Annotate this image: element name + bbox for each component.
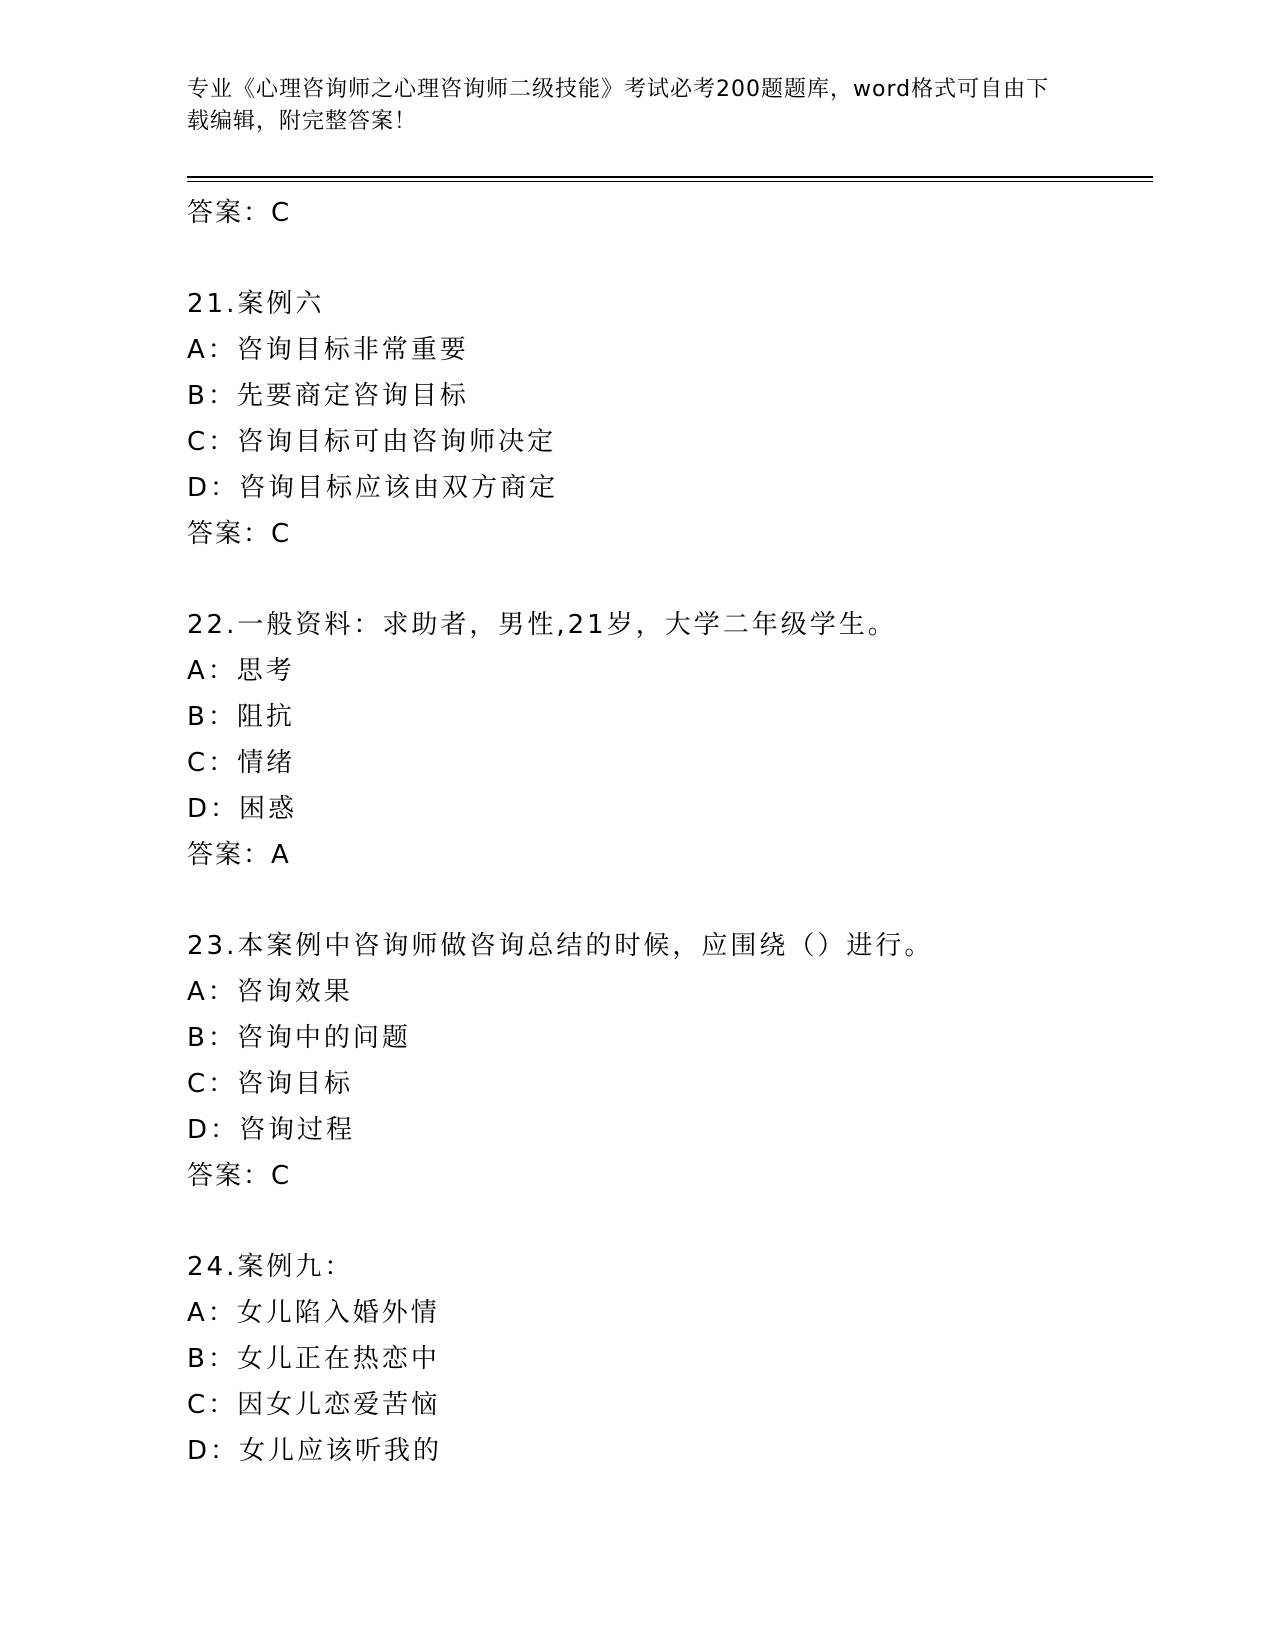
question-stem: 21.案例六: [187, 289, 325, 319]
option-c: C：咨询目标可由咨询师决定: [187, 427, 557, 457]
question-24: [187, 1244, 1147, 1474]
option-c: C：咨询目标: [187, 1069, 354, 1099]
option-a: A：咨询效果: [187, 977, 353, 1007]
answer-line: 答案：C: [187, 1161, 292, 1191]
question-stem: 22.一般资料：求助者，男性,21岁，大学二年级学生。: [187, 610, 897, 640]
option-a: A：咨询目标非常重要: [187, 335, 469, 365]
option-a: A：女儿陷入婚外情: [187, 1298, 440, 1328]
answer-line: 答案：C: [187, 519, 292, 549]
spacer: [187, 878, 1147, 923]
spacer: [187, 236, 1147, 281]
option-b: B：先要商定咨询目标: [187, 381, 469, 411]
option-b: B：女儿正在热恋中: [187, 1344, 440, 1374]
option-d: D：女儿应该听我的: [187, 1436, 443, 1466]
document-header: [187, 74, 1067, 138]
answer-line: 答案：A: [187, 840, 291, 870]
question-21: [187, 281, 1147, 557]
option-d: D：咨询目标应该由双方商定: [187, 473, 559, 503]
question-stem: 24.案例九：: [187, 1252, 354, 1282]
header-divider-thick: [187, 176, 1153, 178]
option-d: D：困惑: [187, 794, 298, 824]
option-a: A：思考: [187, 656, 295, 686]
option-d: D：咨询过程: [187, 1115, 356, 1145]
question-22: [187, 602, 1147, 878]
spacer: [187, 1199, 1147, 1244]
answer-line: 答案：C: [187, 198, 292, 228]
question-23: [187, 923, 1147, 1199]
question-stem: 23.本案例中咨询师做咨询总结的时候，应围绕（）进行。: [187, 931, 934, 961]
spacer: [187, 557, 1147, 602]
option-c: C：因女儿恋爱苦恼: [187, 1390, 441, 1420]
option-b: B：咨询中的问题: [187, 1023, 411, 1053]
header-intro-text: 专业《心理咨询师之心理咨询师二级技能》考试必考200题题库，word格式可自由下载编辑，附完整答案！: [187, 77, 1050, 134]
option-b: B：阻抗: [187, 702, 295, 732]
question-list: [187, 190, 1147, 1474]
header-divider-thin: [187, 181, 1153, 182]
option-c: C：情绪: [187, 748, 296, 778]
